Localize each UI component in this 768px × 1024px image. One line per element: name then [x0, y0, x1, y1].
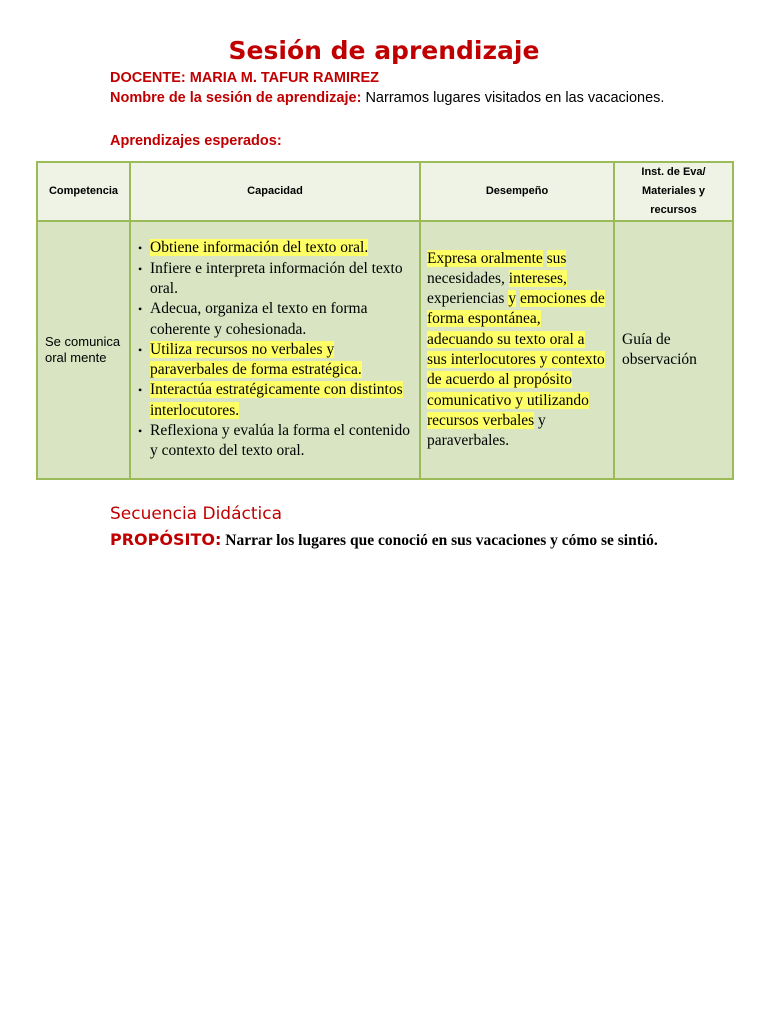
bullet-icon: •	[138, 261, 143, 276]
bullet-icon: •	[138, 302, 143, 317]
desempeno-segment: sus	[546, 249, 567, 267]
instrumento-cell	[614, 221, 733, 479]
desempeno-segment: intereses,	[508, 269, 567, 287]
table-header-row	[37, 162, 733, 221]
bullet-icon: •	[138, 342, 143, 357]
session-name-line	[110, 88, 670, 108]
capacidad-item	[138, 340, 414, 381]
capacidad-item	[138, 299, 414, 340]
docente-line: DOCENTE: MARIA M. TAFUR RAMIREZ	[110, 70, 380, 86]
learning-table	[36, 161, 734, 480]
desempeno-segment: y	[508, 290, 517, 308]
capacidad-item	[138, 238, 414, 258]
header-inst: Inst. de Eva/ Materiales y recursos	[614, 162, 733, 221]
page-title: Sesión de aprendizaje	[228, 36, 540, 65]
proposito-line	[110, 529, 670, 551]
header-capacidad: Capacidad	[130, 162, 420, 221]
capacidad-item	[138, 421, 414, 462]
session-name-value: Narramos lugares visitados en las vacaciones.	[361, 90, 665, 106]
capacidad-text: Obtiene información del texto oral.	[150, 239, 369, 257]
instrumento-text: Guía de observación	[622, 330, 697, 368]
capacidad-item	[138, 380, 414, 421]
capacidad-text: Reflexiona y evalúa la forma el contenido y contexto del texto oral.	[150, 422, 410, 460]
capacidad-cell	[130, 221, 420, 479]
desempeno-segment: y paraverbales.	[427, 411, 546, 450]
desempeno-text	[427, 249, 607, 452]
header-competencia: Competencia	[37, 162, 130, 221]
capacidad-text: Utiliza recursos no verbales y paraverbales de forma estratégica.	[150, 340, 362, 379]
desempeno-segment: experiencias	[427, 290, 509, 308]
desempeno-segment: emociones de forma espontánea, adecuando su texto oral a sus interlocutores y contexto de acuerdo al propósito comunicativo y utilizando recursos verbales	[427, 290, 605, 429]
capacidad-text: Interactúa estratégicamente con distintos interlocutores.	[150, 381, 403, 419]
expected-learning-label: Aprendizajes esperados:	[110, 133, 282, 149]
proposito-label: PROPÓSITO:	[110, 530, 222, 549]
header-desempeno: Desempeño	[420, 162, 614, 221]
capacidad-item	[138, 259, 414, 300]
table-row	[37, 221, 733, 479]
desempeno-segment: necesidades,	[427, 269, 509, 287]
capacidad-list	[132, 238, 418, 461]
bullet-icon: •	[138, 241, 143, 256]
capacidad-text: Adecua, organiza el texto en forma coherente y cohesionada.	[150, 300, 368, 338]
capacidad-text: Infiere e interpreta información del texto oral.	[150, 259, 403, 297]
desempeno-segment: Expresa oralmente	[427, 249, 543, 267]
competencia-cell: Se comunica oral mente	[37, 221, 130, 479]
desempeno-cell	[420, 221, 614, 479]
bullet-icon: •	[138, 424, 143, 439]
proposito-text: Narrar los lugares que conoció en sus vacaciones y cómo se sintió.	[221, 532, 658, 549]
secuencia-title: Secuencia Didáctica	[110, 504, 283, 524]
session-name-label: Nombre de la sesión de aprendizaje:	[110, 90, 362, 106]
bullet-icon: •	[138, 383, 143, 398]
